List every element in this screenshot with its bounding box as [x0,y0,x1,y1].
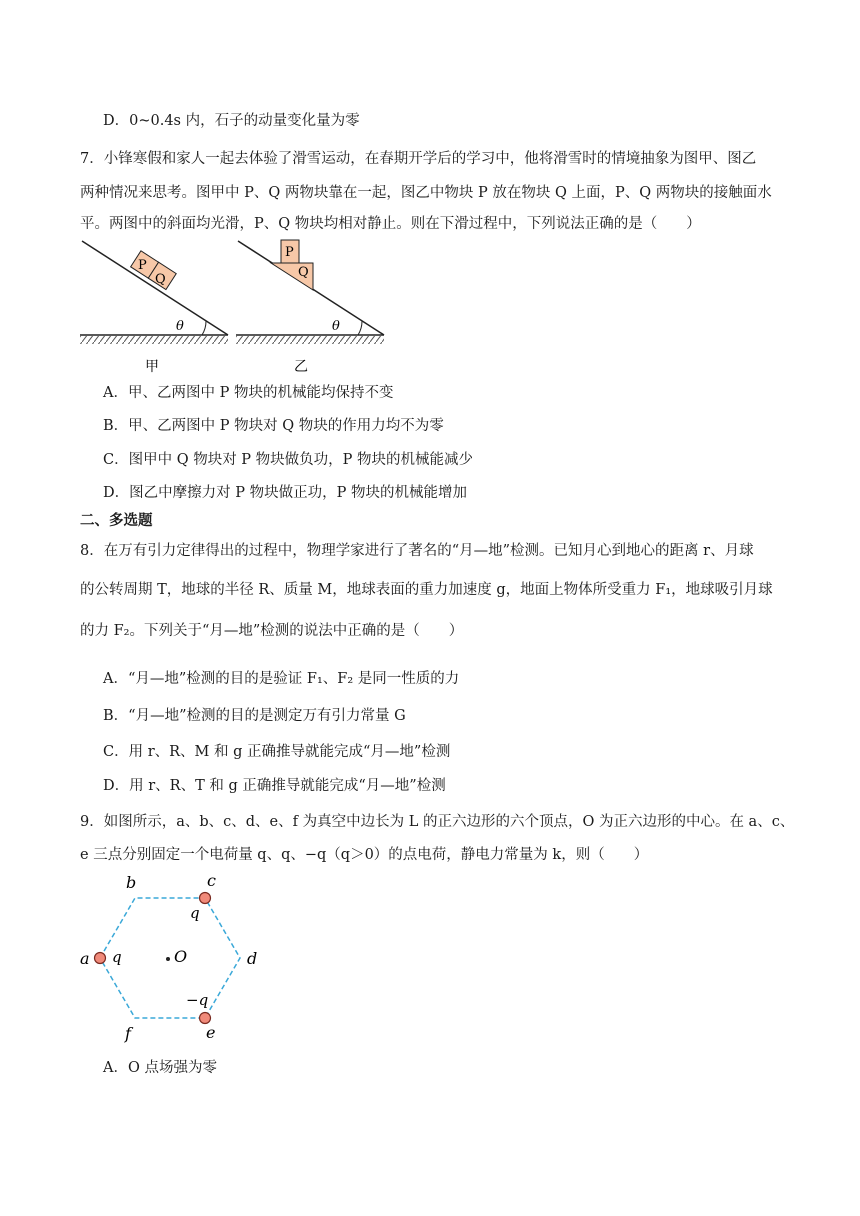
q8-stem-line1: 8．在万有引力定律得出的过程中，物理学家进行了著名的“月—地”检测。已知月心到地心的距离 r、月球 [80,543,754,559]
q9-option-a: A．O 点场强为零 [103,1060,217,1076]
charge-e-label: −q [186,991,209,1009]
vertex-d-label: d [247,949,258,968]
q8-stem-line3: 的力 F₂。下列关于“月—地”检测的说法中正确的是（ ） [80,623,464,639]
q6-option-d: D．0~0.4s 内，石子的动量变化量为零 [103,113,360,129]
q7-option-b: B．甲、乙两图中 P 物块对 Q 物块的作用力均不为零 [103,418,444,434]
q7-stem-line1: 7．小锋寒假和家人一起去体验了滑雪运动，在春期开学后的学习中，他将滑雪时的情境抽象为图甲、图乙 [80,151,757,167]
q8-option-c: C．用 r、R、M 和 g 正确推导就能完成“月—地”检测 [103,744,451,760]
q9-stem-line2: e 三点分别固定一个电荷量 q、q、−q（q＞0）的点电荷，静电力常量为 k，则（ ） [80,847,649,863]
angle-label-yi: θ [332,319,340,334]
vertex-f-label: f [125,1024,131,1043]
section-title-multiple-choice: 二、多选题 [80,512,153,529]
q7-figure [76,238,396,378]
q8-option-b: B．“月—地”检测的目的是测定万有引力常量 G [103,708,406,724]
label-p-jia: P [138,258,147,273]
angle-label-jia: θ [176,319,184,334]
incline-jia [80,241,228,375]
q7-option-d: D．图乙中摩擦力对 P 物块做正功，P 物块的机械能增加 [103,485,467,501]
center-o-label: O [174,947,188,966]
label-q-yi: Q [298,265,309,280]
charge-a [95,953,106,964]
charge-e [200,1013,211,1024]
incline-yi [236,240,384,375]
center-dot [166,957,170,961]
q8-stem-line2: 的公转周期 T，地球的半径 R、质量 M，地球表面的重力加速度 g，地面上物体所受重力 F₁，地球吸引月球 [80,582,773,598]
q8-option-a: A．“月—地”检测的目的是验证 F₁、F₂ 是同一性质的力 [103,671,460,687]
vertex-b-label: b [126,873,137,892]
charge-a-label: q [112,948,122,966]
vertex-c-label: c [207,871,216,890]
charge-c-label: q [190,904,200,922]
charge-c [200,893,211,904]
q7-stem-line3: 平。两图中的斜面均光滑，P、Q 物块均相对静止。则在下滑过程中，下列说法正确的是（ ） [80,216,701,232]
caption-jia: 甲 [145,359,159,375]
q9-stem-line1: 9．如图所示，a、b、c、d、e、f 为真空中边长为 L 的正六边形的六个顶点，O 为正六边形的中心。在 a、c、 [80,814,795,830]
vertex-e-label: e [206,1023,216,1042]
vertex-a-label: a [80,949,90,968]
caption-yi: 乙 [294,359,308,375]
label-q-jia: Q [155,272,166,287]
q7-stem-line2: 两种情况来思考。图甲中 P、Q 两物块靠在一起，图乙中物块 P 放在物块 Q 上面，P、Q 两物块的接触面水 [80,185,772,201]
q7-option-c: C．图甲中 Q 物块对 P 物块做负功，P 物块的机械能减少 [103,452,474,468]
q9-hexagon-figure [76,868,276,1048]
label-p-yi: P [285,245,294,260]
q8-option-d: D．用 r、R、T 和 g 正确推导就能完成“月—地”检测 [103,778,446,794]
q7-option-a: A．甲、乙两图中 P 物块的机械能均保持不变 [103,385,394,401]
